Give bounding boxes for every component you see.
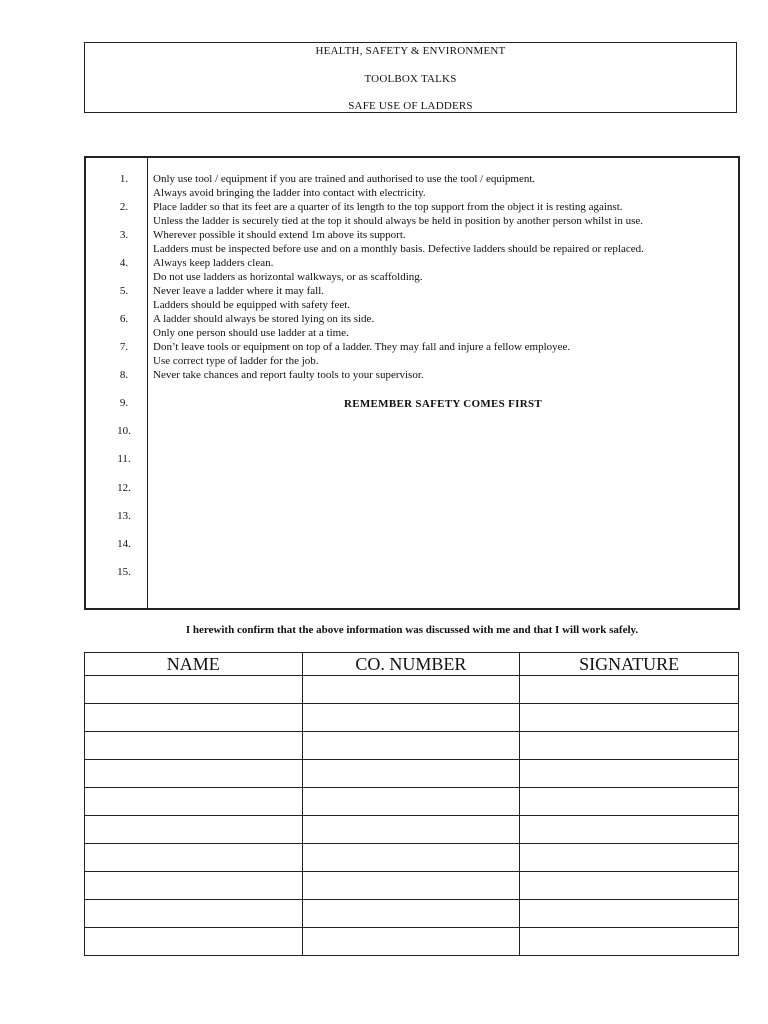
safety-point: Do not use ladders as horizontal walkways, or as scaffolding. — [153, 271, 423, 283]
item-number: 12. — [117, 482, 131, 494]
safety-points-box — [84, 156, 740, 610]
table-row — [85, 900, 739, 928]
co-number-cell[interactable] — [302, 872, 520, 900]
safety-point: A ladder should always be stored lying on its side. — [153, 313, 375, 325]
name-cell[interactable] — [85, 816, 303, 844]
name-cell[interactable] — [85, 704, 303, 732]
name-column-header: NAME — [85, 653, 303, 676]
signature-cell[interactable] — [520, 900, 739, 928]
item-number: 9. — [119, 397, 129, 409]
table-row — [85, 760, 739, 788]
co-number-cell[interactable] — [302, 732, 520, 760]
safety-point: Don’t leave tools or equipment on top of a ladder. They may fall and injure a fellow employee. — [153, 341, 571, 353]
table-row — [85, 816, 739, 844]
item-number: 6. — [119, 313, 129, 325]
co-number-cell[interactable] — [302, 704, 520, 732]
co-number-cell[interactable] — [302, 816, 520, 844]
name-cell[interactable] — [85, 760, 303, 788]
item-number: 7. — [119, 341, 129, 353]
signature-cell[interactable] — [520, 732, 739, 760]
safety-point: Ladders must be inspected before use and on a monthly basis. Defective ladders should be repaired or replaced. — [153, 243, 644, 255]
table-row — [85, 676, 739, 704]
safety-point: Unless the ladder is securely tied at the top it should always be held in position by another person whilst in use. — [153, 215, 644, 227]
item-number: 8. — [119, 369, 129, 381]
co-number-cell[interactable] — [302, 676, 520, 704]
table-row — [85, 928, 739, 956]
table-row — [85, 732, 739, 760]
header-series: TOOLBOX TALKS — [364, 73, 457, 85]
item-number: 2. — [119, 201, 129, 213]
header-category: HEALTH, SAFETY & ENVIRONMENT — [315, 45, 506, 57]
table-row — [85, 872, 739, 900]
signature-cell[interactable] — [520, 872, 739, 900]
name-cell[interactable] — [85, 900, 303, 928]
co-number-cell[interactable] — [302, 760, 520, 788]
safety-point: Never leave a ladder where it may fall. — [153, 285, 325, 297]
safety-point: Wherever possible it should extend 1m above its support. — [153, 229, 406, 241]
co-number-cell[interactable] — [302, 844, 520, 872]
signature-cell[interactable] — [520, 760, 739, 788]
item-number: 4. — [119, 257, 129, 269]
item-number: 1. — [119, 173, 129, 185]
table-row — [85, 788, 739, 816]
name-cell[interactable] — [85, 788, 303, 816]
safety-point: Always avoid bringing the ladder into contact with electricity. — [153, 187, 426, 199]
name-cell[interactable] — [85, 928, 303, 956]
safety-point: Use correct type of ladder for the job. — [153, 355, 319, 367]
co-number-cell[interactable] — [302, 788, 520, 816]
signature-column-header: SIGNATURE — [520, 653, 739, 676]
item-number: 11. — [117, 453, 131, 465]
header-topic: SAFE USE OF LADDERS — [348, 100, 473, 112]
table-row — [85, 704, 739, 732]
remember-safety-banner: REMEMBER SAFETY COMES FIRST — [343, 398, 543, 410]
safety-point: Place ladder so that its feet are a quarter of its length to the top support from the object it is resting against. — [153, 201, 623, 213]
co-number-cell[interactable] — [302, 900, 520, 928]
confirmation-statement: I herewith confirm that the above information was discussed with me and that I will work safely. — [185, 624, 639, 636]
co-number-cell[interactable] — [302, 928, 520, 956]
signature-cell[interactable] — [520, 844, 739, 872]
item-number: 13. — [117, 510, 131, 522]
co-number-column-header: CO. NUMBER — [302, 653, 520, 676]
safety-point: Never take chances and report faulty tools to your supervisor. — [153, 369, 424, 381]
signature-cell[interactable] — [520, 704, 739, 732]
table-row — [85, 844, 739, 872]
signature-cell[interactable] — [520, 816, 739, 844]
table-header-row — [85, 653, 739, 676]
safety-point: Always keep ladders clean. — [153, 257, 274, 269]
name-cell[interactable] — [85, 676, 303, 704]
name-cell[interactable] — [85, 844, 303, 872]
attendance-table — [84, 652, 739, 956]
safety-point: Ladders should be equipped with safety feet. — [153, 299, 351, 311]
item-number: 3. — [119, 229, 129, 241]
item-number: 5. — [119, 285, 129, 297]
item-number: 10. — [117, 425, 131, 437]
signature-cell[interactable] — [520, 928, 739, 956]
document-header — [84, 42, 737, 113]
name-cell[interactable] — [85, 872, 303, 900]
item-number: 15. — [117, 566, 131, 578]
signature-cell[interactable] — [520, 676, 739, 704]
safety-point: Only one person should use ladder at a time. — [153, 327, 349, 339]
item-number: 14. — [117, 538, 131, 550]
signature-cell[interactable] — [520, 788, 739, 816]
name-cell[interactable] — [85, 732, 303, 760]
safety-point: Only use tool / equipment if you are trained and authorised to use the tool / equipment. — [153, 173, 536, 185]
